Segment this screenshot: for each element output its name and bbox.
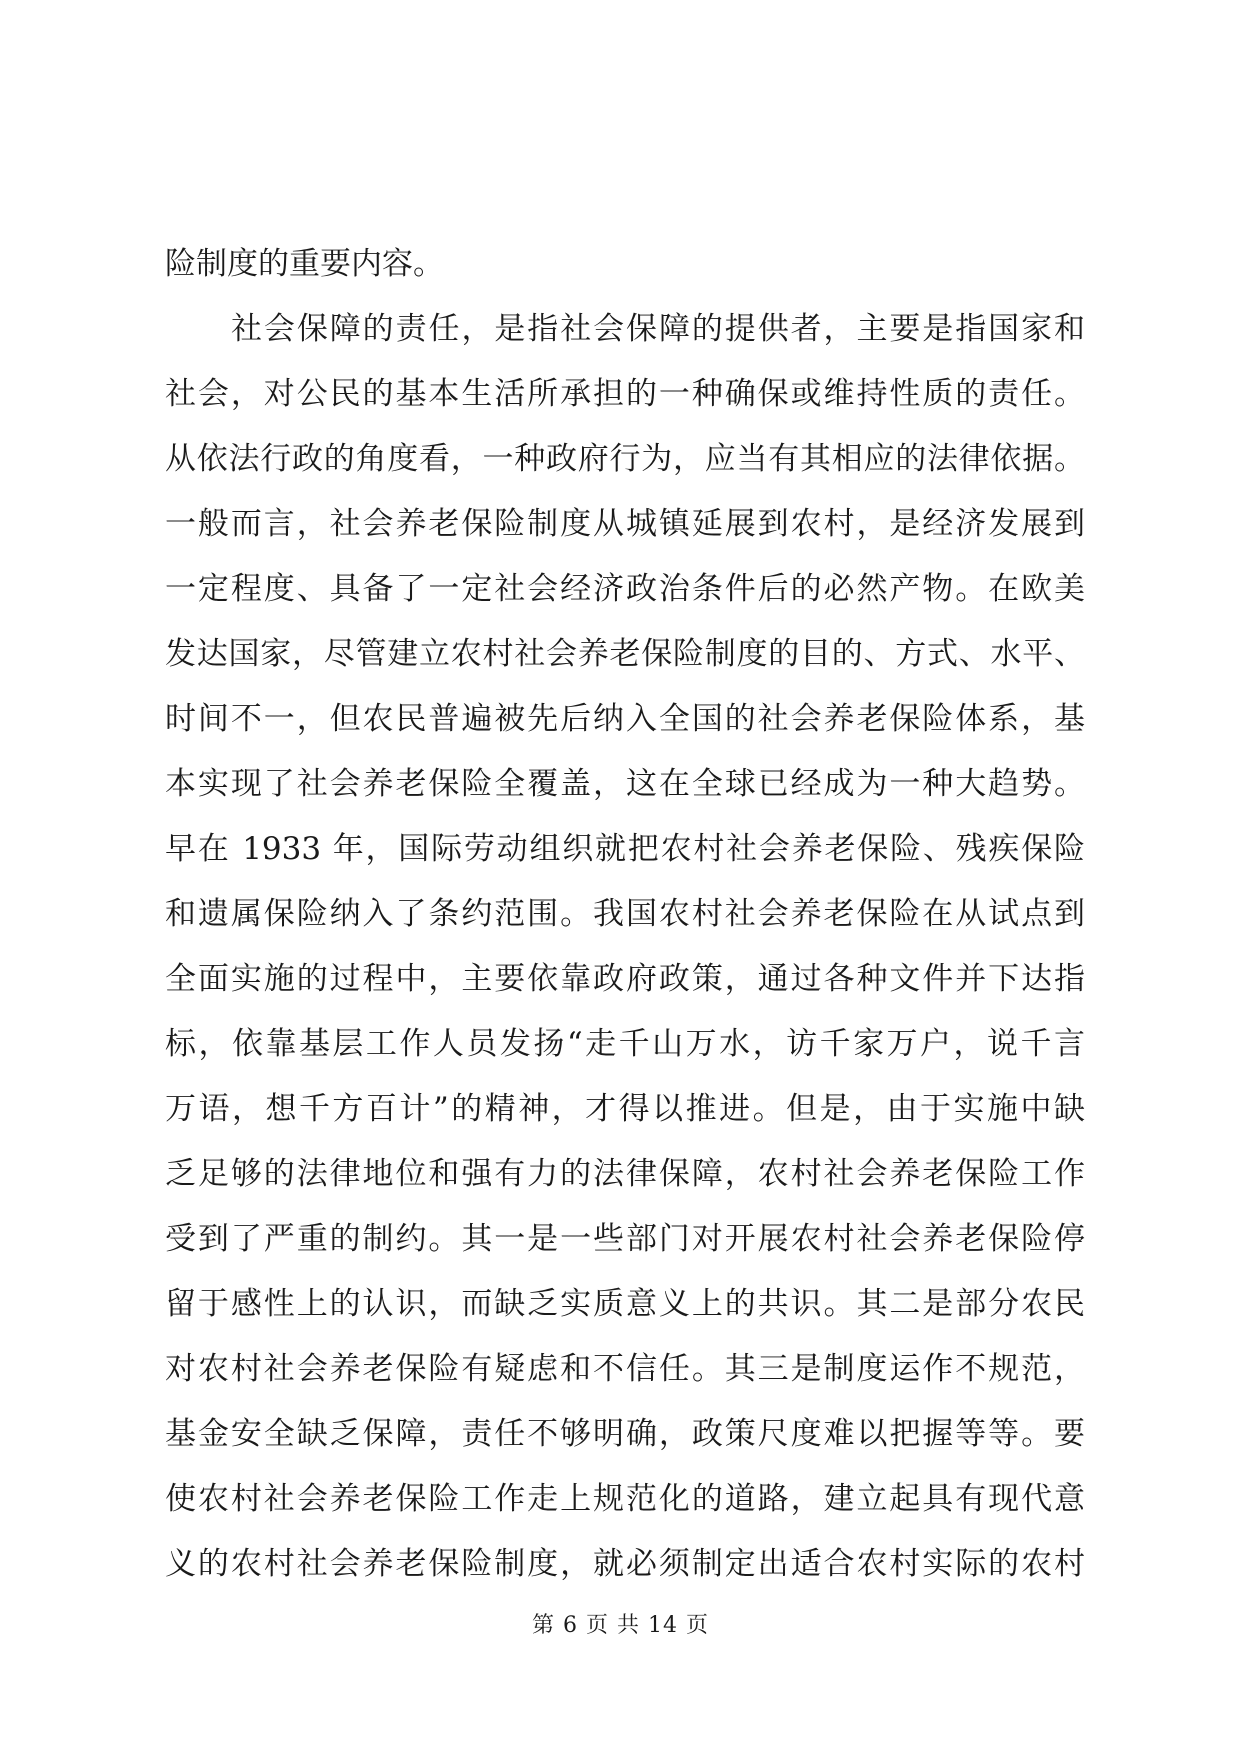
text-line: 对农村社会养老保险有疑虑和不信任。其三是制度运作不规范，	[165, 1351, 1085, 1387]
paragraph-first-line: 社会保障的责任，是指社会保障的提供者，主要是指国家和	[231, 311, 1085, 347]
text-line: 本实现了社会养老保险全覆盖，这在全球已经成为一种大趋势。	[165, 766, 1085, 802]
text-line: 基金安全缺乏保障，责任不够明确，政策尺度难以把握等等。要	[165, 1416, 1085, 1452]
text-line: 义的农村社会养老保险制度，就必须制定出适合农村实际的农村	[165, 1546, 1085, 1582]
text-line: 乏足够的法律地位和强有力的法律保障，农村社会养老保险工作	[165, 1156, 1085, 1192]
text-line: 和遗属保险纳入了条约范围。我国农村社会养老保险在从试点到	[165, 896, 1085, 932]
text-line: 受到了严重的制约。其一是一些部门对开展农村社会养老保险停	[165, 1221, 1085, 1257]
text-line: 发达国家，尽管建立农村社会养老保险制度的目的、方式、水平、	[165, 636, 1085, 672]
text-line: 一般而言，社会养老保险制度从城镇延展到农村，是经济发展到	[165, 506, 1085, 542]
text-line: 早在 1933 年，国际劳动组织就把农村社会养老保险、残疾保险	[165, 831, 1085, 867]
text-line: 从依法行政的角度看，一种政府行为，应当有其相应的法律依据。	[165, 441, 1085, 477]
text-line: 标，依靠基层工作人员发扬“走千山万水，访千家万户，说千言	[165, 1026, 1085, 1062]
text-line: 使农村社会养老保险工作走上规范化的道路，建立起具有现代意	[165, 1481, 1085, 1517]
text-line: 险制度的重要内容。	[165, 246, 444, 282]
text-line: 万语，想千方百计”的精神，才得以推进。但是，由于实施中缺	[165, 1091, 1085, 1127]
text-line: 社会，对公民的基本生活所承担的一种确保或维持性质的责任。	[165, 376, 1085, 412]
text-line: 一定程度、具备了一定社会经济政治条件后的必然产物。在欧美	[165, 571, 1085, 607]
text-line: 全面实施的过程中，主要依靠政府政策，通过各种文件并下达指	[165, 961, 1085, 997]
page-number-footer: 第 6 页 共 14 页	[532, 1613, 709, 1638]
text-line: 时间不一，但农民普遍被先后纳入全国的社会养老保险体系，基	[165, 701, 1085, 737]
body-text	[165, 232, 1085, 1597]
text-line: 留于感性上的认识，而缺乏实质意义上的共识。其二是部分农民	[165, 1286, 1085, 1322]
